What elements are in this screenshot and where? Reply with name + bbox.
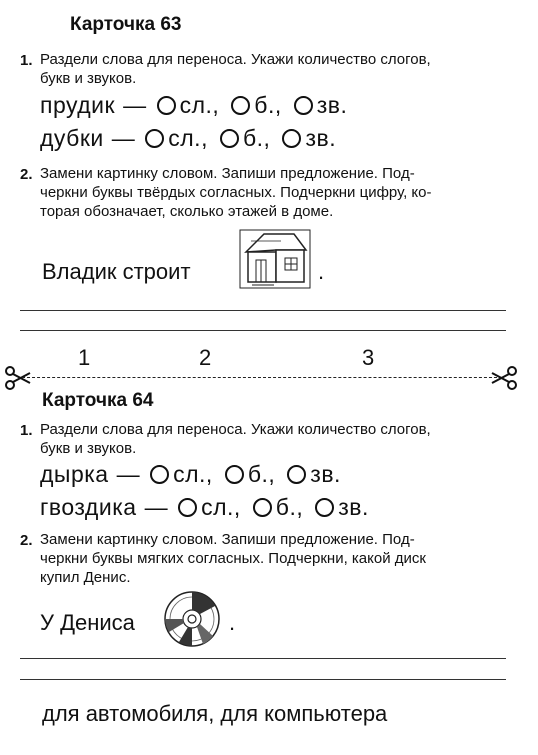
- card-title: Карточка 64: [42, 390, 154, 411]
- scissors-icon: [4, 364, 32, 392]
- unit-label: сл.,: [173, 461, 213, 487]
- answer-options: для автомобиля, для компьютера: [42, 701, 388, 726]
- writing-line[interactable]: [20, 310, 506, 311]
- scale-number: 3: [362, 345, 375, 370]
- answer-circle[interactable]: [145, 129, 164, 148]
- task-line: торая обозначает, сколько этажей в доме.: [40, 203, 334, 220]
- answer-circle[interactable]: [282, 129, 301, 148]
- task-line: букв и звуков.: [40, 440, 137, 457]
- scale-number: 2: [199, 345, 212, 370]
- task-text: [40, 420, 431, 458]
- answer-circle[interactable]: [178, 498, 197, 517]
- task-line: черкни буквы мягких согласных. Подчеркни, какой диск: [40, 550, 426, 567]
- answer-circle[interactable]: [315, 498, 334, 517]
- writing-line[interactable]: [20, 679, 506, 680]
- task-line: Замени картинку словом. Запиши предложение. Под-: [40, 165, 415, 182]
- task-number: 2.: [20, 166, 33, 183]
- answer-circle[interactable]: [225, 465, 244, 484]
- unit-label: зв.: [316, 92, 348, 118]
- scale-number: 1: [78, 345, 91, 370]
- word-row: [40, 92, 359, 119]
- task-line: купил Денис.: [40, 569, 131, 586]
- task-line: букв и звуков.: [40, 70, 137, 87]
- answer-circle[interactable]: [157, 96, 176, 115]
- dash: —: [111, 125, 136, 151]
- sentence-text: Владик строит: [42, 259, 191, 284]
- answer-circle[interactable]: [220, 129, 239, 148]
- sentence-period: .: [229, 610, 236, 635]
- sentence-period: .: [318, 259, 325, 284]
- scissors-icon: [490, 364, 518, 392]
- unit-label: сл.,: [201, 494, 241, 520]
- task-text: [40, 164, 432, 221]
- task-line: Раздели слова для переноса. Укажи количество слогов,: [40, 421, 431, 438]
- unit-label: б.,: [247, 461, 276, 487]
- disc-icon: [163, 590, 221, 648]
- answer-circle[interactable]: [231, 96, 250, 115]
- word: прудик: [40, 92, 116, 118]
- task-line: черкни буквы твёрдых согласных. Подчеркни цифру, ко-: [40, 184, 432, 201]
- task-line: Раздели слова для переноса. Укажи количество слогов,: [40, 51, 431, 68]
- writing-line[interactable]: [20, 330, 506, 331]
- word: гвоздика: [40, 494, 137, 520]
- unit-label: зв.: [338, 494, 369, 520]
- dash: —: [123, 92, 147, 118]
- word: дубки: [40, 125, 104, 151]
- word-row: [40, 494, 381, 521]
- word-row: [40, 461, 353, 488]
- answer-circle[interactable]: [294, 96, 313, 115]
- task-text: [40, 50, 431, 88]
- dash: —: [144, 494, 169, 520]
- house-icon: [236, 228, 312, 290]
- unit-label: б.,: [254, 92, 282, 118]
- word-row: [40, 125, 348, 152]
- card-title: Карточка 63: [70, 14, 182, 35]
- unit-label: зв.: [310, 461, 341, 487]
- word: дырка: [40, 461, 109, 487]
- cut-line: [22, 377, 502, 378]
- answer-circle[interactable]: [253, 498, 272, 517]
- unit-label: зв.: [305, 125, 337, 151]
- unit-label: сл.,: [168, 125, 208, 151]
- task-number: 1.: [20, 422, 33, 439]
- task-number: 1.: [20, 52, 33, 69]
- unit-label: сл.,: [179, 92, 220, 118]
- unit-label: б.,: [242, 125, 271, 151]
- answer-circle[interactable]: [150, 465, 169, 484]
- task-text: [40, 530, 426, 587]
- writing-line[interactable]: [20, 658, 506, 659]
- dash: —: [116, 461, 141, 487]
- unit-label: б.,: [275, 494, 304, 520]
- task-line: Замени картинку словом. Запиши предложение. Под-: [40, 531, 415, 548]
- sentence-text: У Дениса: [40, 610, 135, 635]
- task-number: 2.: [20, 532, 33, 549]
- answer-circle[interactable]: [287, 465, 306, 484]
